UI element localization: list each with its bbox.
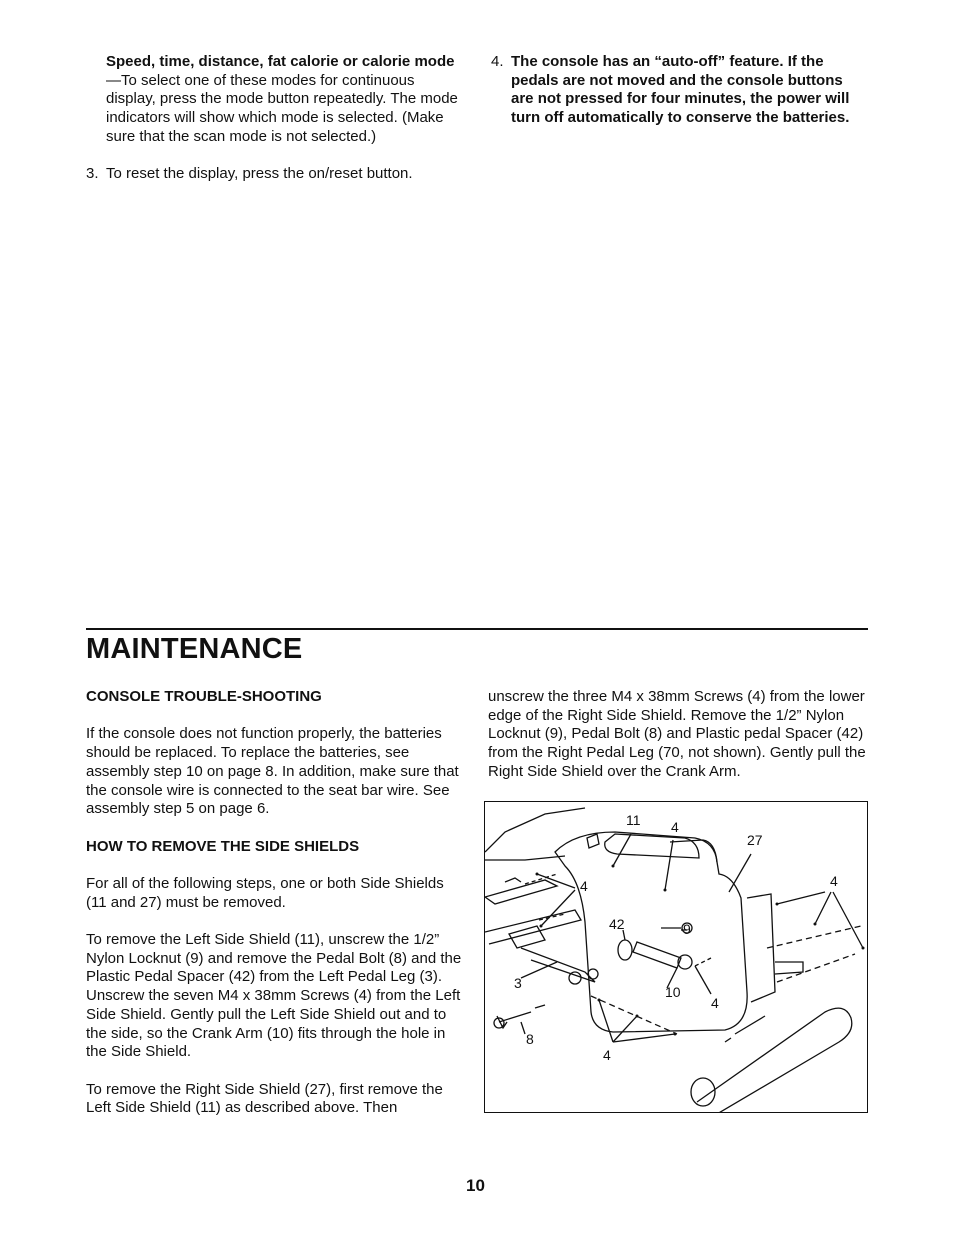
callout-8: 8 (526, 1031, 534, 1047)
callout-4-top: 4 (671, 819, 679, 835)
page-number: 10 (466, 1176, 485, 1195)
section-rule (86, 628, 868, 630)
mode-item-body: —To select one of these modes for continuous display, press the mode button repeatedly. The mode indicators will show which mode is selected. (Make sure that the scan mode is not selected.) (106, 71, 458, 145)
shields-paragraph-2: To remove the Left Side Shield (11), unscrew the 1/2” Nylon Locknut (9) and remove the Pedal Bolt (8) and the Plastic Pedal Spacer (42) from the Left Pedal Leg (3). Unscrew the seven M4 x 38mm Screws (4) from the Left Side Shield. Gently pull the Left Side Shield out and to the side, so the Crank Arm (10) fits through the hole in the Side Shield. (86, 931, 462, 1061)
callout-3: 3 (514, 975, 522, 991)
mode-item (106, 53, 468, 147)
right-column (488, 688, 870, 782)
step-4-text: The console has an “auto-off” feature. If the pedals are not moved and the console buttons are not pressed for four minutes, the power will turn off automatically to conserve the batteries. (511, 53, 850, 127)
callout-4-right: 4 (830, 873, 838, 889)
callout-4-middle: 4 (711, 995, 719, 1011)
side-shield-diagram (484, 801, 868, 1113)
console-paragraph: If the console does not function properly, the batteries should be replaced. To replace the batteries, see assembly step 10 on page 8. In addition, make sure that the console wire is connected to the seat bar wire. See assembly step 5 on page 6. (86, 725, 459, 818)
step-4 (491, 53, 869, 128)
callout-42: 42 (609, 916, 625, 932)
mode-item-text (106, 53, 468, 147)
step-3-number: 3. (86, 165, 99, 182)
callout-11: 11 (626, 812, 641, 828)
right-column-paragraph: unscrew the three M4 x 38mm Screws (4) from the lower edge of the Right Side Shield. Remove the 1/2” Nylon Locknut (9), Pedal Bolt (8) and Plastic pedal Spacer (42) from the Right Pedal Leg (70, not shown). Gently pull the Right Side Shield over the Crank Arm. (488, 688, 866, 780)
callout-9: 9 (683, 921, 691, 937)
callout-4-bottom: 4 (603, 1047, 611, 1063)
shields-paragraph-3: To remove the Right Side Shield (27), first remove the Left Side Shield (11) as described above. Then (86, 1080, 443, 1117)
step-4-number: 4. (491, 53, 504, 70)
callout-4-left: 4 (580, 878, 588, 894)
shields-paragraph-1: For all of the following steps, one or both Side Shields (11 and 27) must be removed. (86, 874, 444, 911)
left-column (86, 688, 464, 1118)
shields-heading: HOW TO REMOVE THE SIDE SHIELDS (86, 837, 360, 855)
step-3-text: To reset the display, press the on/reset button. (106, 165, 413, 182)
mode-item-lead: Speed, time, distance, fat calorie or calorie mode (106, 53, 455, 70)
section-title: MAINTENANCE (86, 633, 303, 665)
step-3 (86, 165, 466, 184)
exploded-view-drawing (485, 802, 868, 1113)
console-heading: CONSOLE TROUBLE-SHOOTING (86, 688, 322, 705)
callout-27: 27 (747, 832, 763, 848)
callout-10: 10 (665, 984, 681, 1000)
